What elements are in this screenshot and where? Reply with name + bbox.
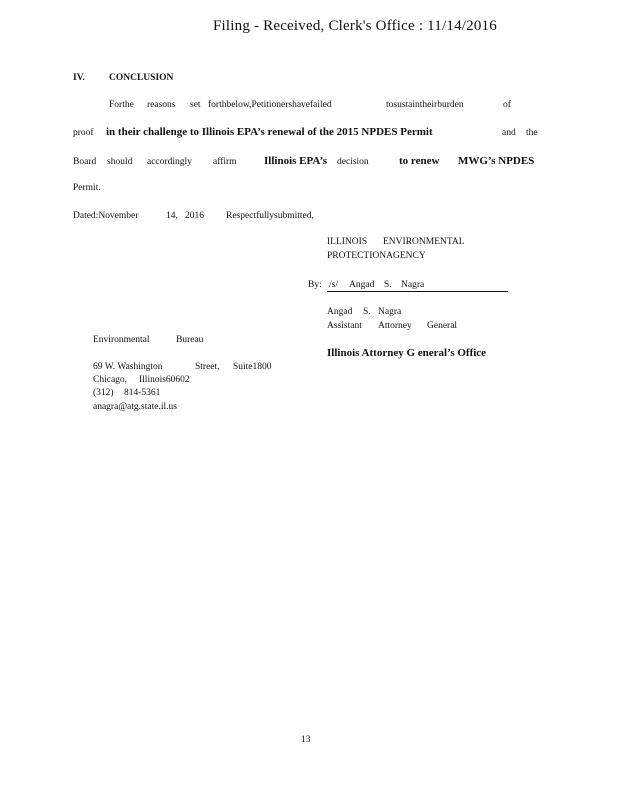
- para-word: forthbelow,Petitionershavefailed: [208, 100, 332, 110]
- bureau-name: Environmental: [93, 335, 150, 345]
- address-phone: (312): [93, 388, 114, 398]
- agency-name: ENVIRONMENTAL: [383, 237, 465, 247]
- para-word: Permit.: [73, 183, 101, 193]
- para-word: the: [526, 128, 538, 138]
- para-word: proof: [73, 128, 94, 138]
- para-word: affirm: [213, 157, 237, 167]
- para-word: set: [190, 100, 201, 110]
- signature-middle: S.: [384, 280, 392, 290]
- dated-day: 14,: [166, 211, 178, 221]
- section-title: CONCLUSION: [109, 73, 174, 83]
- address-street: Street,: [195, 362, 220, 372]
- dated-label: Dated:November: [73, 211, 139, 221]
- attorney-name: S.: [363, 307, 371, 317]
- para-word: decision: [337, 157, 369, 167]
- signature-mark: /s/: [329, 280, 338, 290]
- address-city: Chicago,: [93, 375, 128, 385]
- attorney-title: General: [427, 321, 458, 331]
- by-label: By:: [308, 280, 322, 290]
- filing-header: Filing - Received, Clerk's Office : 11/14/2016: [213, 18, 497, 34]
- address-street: Suite1800: [233, 362, 272, 372]
- para-word: accordingly: [147, 157, 192, 167]
- closing-text: Respectfullysubmitted,: [226, 211, 314, 221]
- para-word: Forthe: [109, 100, 134, 110]
- page-number: 13: [301, 735, 311, 745]
- attorney-office: Illinois Attorney G eneral’s Office: [327, 347, 487, 359]
- attorney-title: Attorney: [378, 321, 412, 331]
- para-word: to renew: [399, 155, 440, 167]
- signature-first: Angad: [349, 280, 375, 290]
- para-word: Board: [73, 157, 97, 167]
- para-word: and: [502, 128, 516, 138]
- section-number: IV.: [73, 73, 85, 83]
- para-word: tosustaintheirburden: [386, 100, 464, 110]
- address-email: anagra@atg.state.il.us: [93, 402, 177, 412]
- para-permit-ref: MWG’s NPDES: [458, 155, 535, 167]
- attorney-name: Nagra: [378, 307, 402, 317]
- attorney-title: Assistant: [327, 321, 362, 331]
- attorney-name: Angad: [327, 307, 353, 317]
- para-word: reasons: [147, 100, 176, 110]
- address-city: Illinois60602: [139, 375, 190, 385]
- address-street: 69 W. Washington: [93, 362, 163, 372]
- agency-name: ILLINOIS: [327, 237, 368, 247]
- address-phone: 814-5361: [124, 388, 161, 398]
- para-entity: Illinois EPA’s: [264, 155, 328, 167]
- agency-name: PROTECTIONAGENCY: [327, 251, 426, 261]
- para-word: should: [107, 157, 133, 167]
- bureau-name: Bureau: [176, 335, 204, 345]
- para-word: of: [503, 100, 511, 110]
- dated-year: 2016: [185, 211, 204, 221]
- para-emphasis: in their challenge to Illinois EPA’s renewal of the 2015 NPDES Permit: [106, 126, 433, 138]
- signature-underline: [327, 291, 508, 292]
- signature-last: Nagra: [401, 280, 425, 290]
